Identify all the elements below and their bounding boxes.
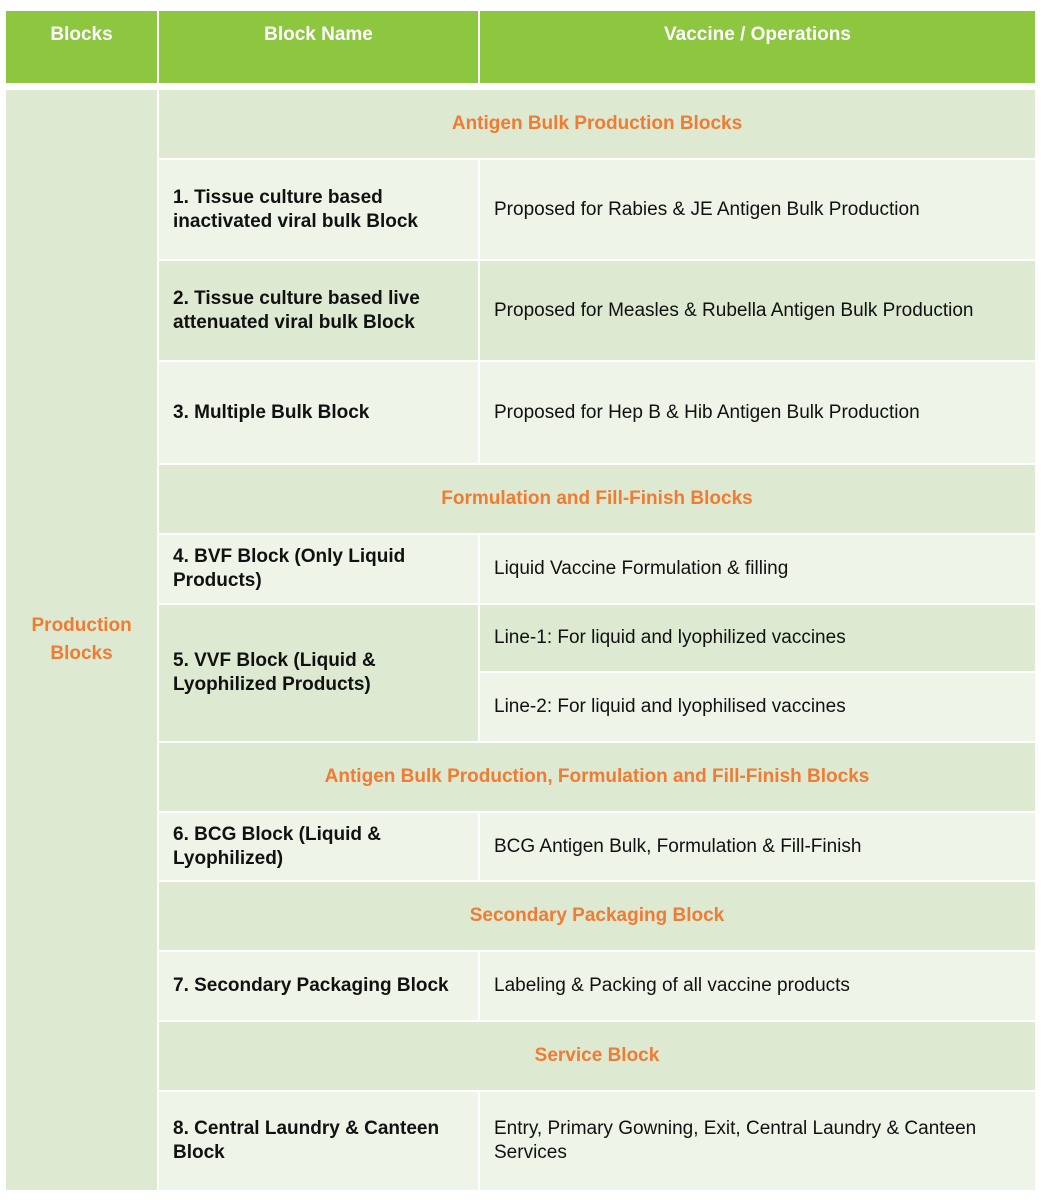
production-blocks-table <box>6 90 1035 1190</box>
block-name: 5. VVF Block (Liquid & Lyophilized Products) <box>159 605 478 741</box>
section-header: Antigen Bulk Production Blocks <box>159 90 1035 158</box>
block-name: 7. Secondary Packaging Block <box>159 952 478 1020</box>
section-header: Formulation and Fill-Finish Blocks <box>159 465 1035 533</box>
group-label-production-blocks <box>6 90 157 1190</box>
block-operation: BCG Antigen Bulk, Formulation & Fill-Finish <box>480 813 1035 880</box>
block-operation: Line-2: For liquid and lyophilised vaccines <box>480 673 1035 741</box>
block-operation: Proposed for Rabies & JE Antigen Bulk Production <box>480 160 1035 259</box>
section-header: Antigen Bulk Production, Formulation and Fill-Finish Blocks <box>159 743 1035 811</box>
block-name: 8. Central Laundry & Canteen Block <box>159 1092 478 1190</box>
block-operation: Labeling & Packing of all vaccine products <box>480 952 1035 1020</box>
block-name: 2. Tissue culture based live attenuated viral bulk Block <box>159 261 478 360</box>
group-label-text: Production Blocks <box>31 615 132 664</box>
table-header <box>6 11 1035 83</box>
header-vaccine-operations: Vaccine / Operations <box>480 11 1035 83</box>
block-name: 6. BCG Block (Liquid & Lyophilized) <box>159 813 478 880</box>
block-operation: Line-1: For liquid and lyophilized vaccines <box>480 605 1035 671</box>
block-operation: Entry, Primary Gowning, Exit, Central Laundry & Canteen Services <box>480 1092 1035 1190</box>
block-operation: Proposed for Measles & Rubella Antigen Bulk Production <box>480 261 1035 360</box>
block-name: 3. Multiple Bulk Block <box>159 362 478 463</box>
block-operation: Liquid Vaccine Formulation & filling <box>480 535 1035 603</box>
block-name: 4. BVF Block (Only Liquid Products) <box>159 535 478 603</box>
header-blocks: Blocks <box>6 11 157 83</box>
section-header: Service Block <box>159 1022 1035 1090</box>
section-header: Secondary Packaging Block <box>159 882 1035 950</box>
block-operation: Proposed for Hep B & Hib Antigen Bulk Production <box>480 362 1035 463</box>
header-block-name: Block Name <box>159 11 478 83</box>
block-name: 1. Tissue culture based inactivated viral bulk Block <box>159 160 478 259</box>
